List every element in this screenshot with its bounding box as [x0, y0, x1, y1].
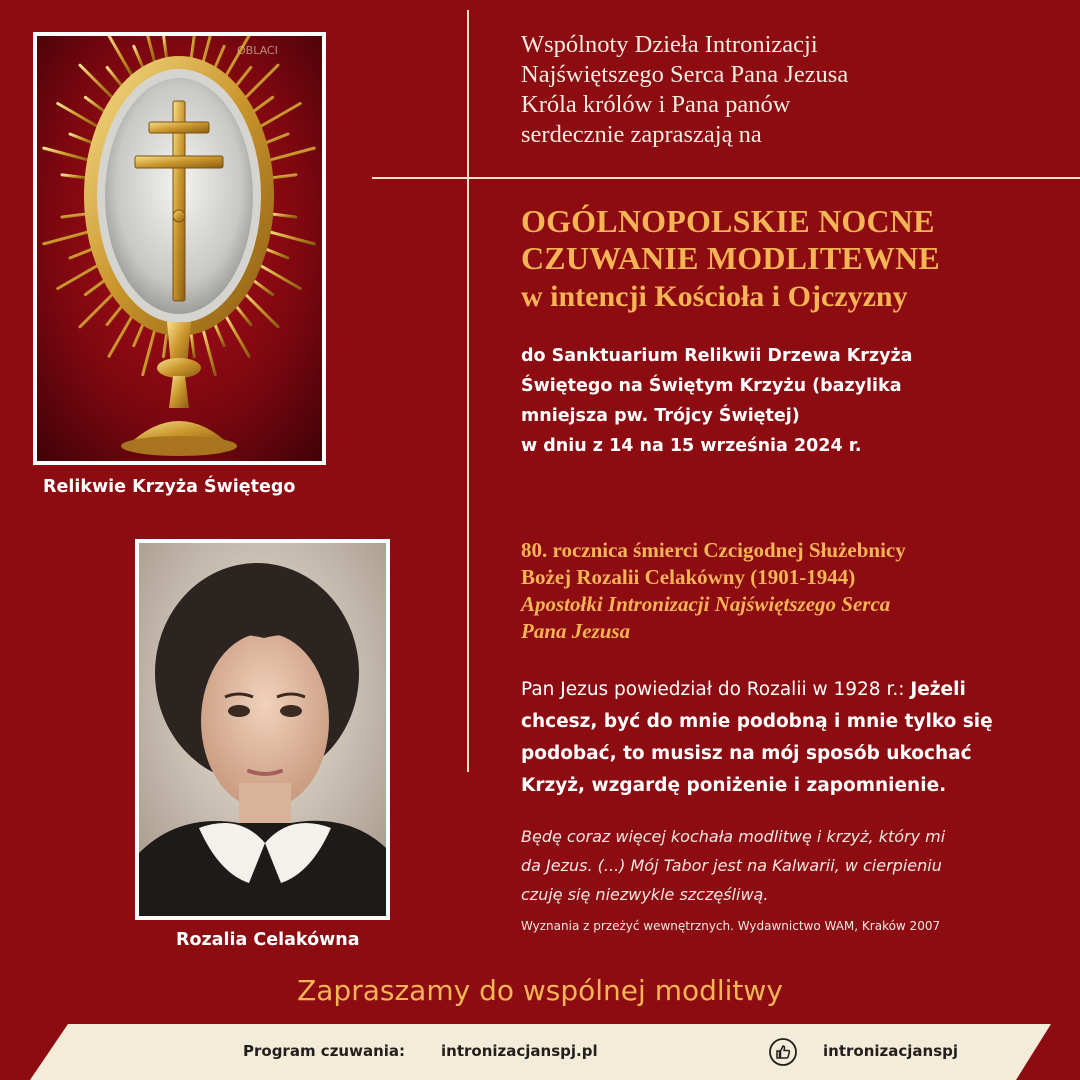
quote2-line: da Jezus. (...) Mój Tabor jest na Kalwarii, w cierpieniu [521, 856, 942, 875]
quote-bold: podobać, to musisz na mój sposób ukochać [521, 743, 972, 764]
anniversary-line: Pana Jezusa [521, 619, 631, 643]
quote-bold: chcesz, być do mnie podobną i mnie tylko się [521, 711, 993, 732]
anniversary-text [521, 537, 1041, 645]
anniversary-line: Apostołki Intronizacji Najświętszego Serca [521, 592, 891, 616]
quote-bold: Jeżeli [910, 679, 966, 700]
jesus-quote [521, 674, 1041, 802]
anniversary-line: Bożej Rozalii Celakówny (1901-1944) [521, 565, 856, 589]
facebook-handle[interactable]: intronizacjanspj [823, 1042, 959, 1060]
event-title-line2: CZUWANIE MODLITEWNE [521, 240, 940, 276]
intro-line: Najświętszego Serca Pana Jezusa [521, 61, 849, 88]
venue-line: Świętego na Świętym Krzyżu (bazylika [521, 376, 902, 396]
venue-date: w dniu z 14 na 15 września 2024 r. [521, 436, 862, 456]
portrait-image [139, 543, 386, 916]
cross-horizontal-line [372, 177, 1080, 179]
quote2-line: Będę coraz więcej kochała modlitwę i krzyż, który mi [521, 827, 946, 846]
thumbs-up-icon[interactable] [768, 1037, 798, 1067]
anniversary-line: 80. rocznica śmierci Czcigodnej Służebnicy [521, 538, 906, 562]
cross-vertical-line [467, 10, 469, 772]
portrait-caption: Rozalia Celakówna [176, 930, 360, 950]
portrait-photo [135, 539, 390, 920]
invite-text: Zapraszamy do wspólnej modlitwy [297, 974, 783, 1007]
event-subtitle: w intencji Kościoła i Ojczyzny [521, 280, 908, 313]
event-heading [521, 203, 940, 317]
quote-intro: Pan Jezus powiedział do Rozalii w 1928 r.: [521, 679, 911, 700]
quote-bold: Krzyż, wzgardę poniżenie i zapomnienie. [521, 775, 947, 796]
quote2-line: czuję się niezwykle szczęśliwą. [521, 885, 769, 904]
venue-line: do Sanktuarium Relikwii Drzewa Krzyża [521, 346, 913, 366]
quote-source: Wyznania z przeżyć wewnętrznych. Wydawnictwo WAM, Kraków 2007 [521, 919, 941, 933]
venue-line: mniejsza pw. Trójcy Świętej) [521, 406, 800, 426]
monstrance-image [37, 36, 322, 461]
intro-line: Wspólnoty Dzieła Intronizacji [521, 31, 818, 58]
event-title-line1: OGÓLNOPOLSKIE NOCNE [521, 203, 935, 239]
program-link[interactable]: intronizacjanspj.pl [441, 1042, 598, 1060]
intro-line: Króla królów i Pana panów [521, 91, 791, 118]
rozalia-quote [521, 822, 1051, 909]
intro-text [521, 30, 848, 150]
relic-caption: Relikwie Krzyża Świętego [43, 477, 296, 497]
watermark-text: OBLACI [237, 44, 278, 57]
program-label: Program czuwania: [243, 1042, 406, 1060]
footer-bar [0, 1024, 1080, 1080]
event-venue [521, 341, 991, 461]
relic-photo [33, 32, 326, 465]
intro-line: serdecznie zapraszają na [521, 121, 762, 148]
